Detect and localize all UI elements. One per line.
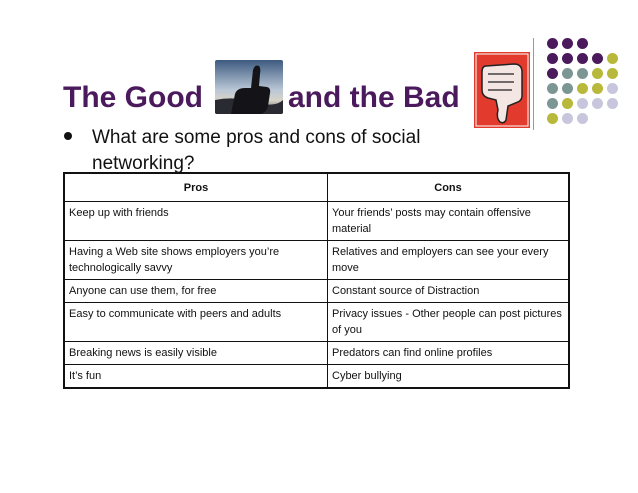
decorative-dot bbox=[547, 38, 558, 49]
decorative-dot bbox=[562, 68, 573, 79]
pro-cell: Easy to communicate with peers and adults bbox=[64, 303, 328, 342]
thumbs-down-icon bbox=[474, 52, 530, 128]
decorative-dot bbox=[547, 98, 558, 109]
pro-cell: Breaking news is easily visible bbox=[64, 342, 328, 365]
decorative-dot bbox=[592, 53, 603, 64]
title-bad: and the Bad bbox=[288, 81, 460, 114]
dot-grid-decoration bbox=[547, 38, 637, 138]
decorative-dot bbox=[607, 83, 618, 94]
con-cell: Privacy issues - Other people can post pictures of you bbox=[328, 303, 570, 342]
decorative-dot bbox=[562, 38, 573, 49]
table-header-row bbox=[64, 173, 569, 202]
decorative-dot bbox=[577, 83, 588, 94]
decorative-dot bbox=[577, 98, 588, 109]
decorative-dot bbox=[547, 113, 558, 124]
pro-cell: Having a Web site shows employers you’re technologically savvy bbox=[64, 241, 328, 280]
decorative-dot bbox=[547, 53, 558, 64]
decorative-dot bbox=[577, 113, 588, 124]
thumbs-up-photo-icon bbox=[215, 60, 283, 114]
decorative-dot bbox=[562, 113, 573, 124]
con-cell: Your friends’ posts may contain offensive material bbox=[328, 202, 570, 241]
table-row bbox=[64, 365, 569, 389]
pro-cell: Keep up with friends bbox=[64, 202, 328, 241]
pros-cons-table bbox=[63, 172, 570, 389]
decorative-dot bbox=[577, 38, 588, 49]
decorative-dot bbox=[547, 68, 558, 79]
header-cons: Cons bbox=[328, 173, 570, 202]
bullet-point-icon bbox=[64, 132, 72, 140]
con-cell: Constant source of Distraction bbox=[328, 280, 570, 303]
bullet-text: What are some pros and cons of social networking? bbox=[92, 127, 421, 174]
decorative-dot bbox=[592, 83, 603, 94]
con-cell: Cyber bullying bbox=[328, 365, 570, 389]
pro-cell: It’s fun bbox=[64, 365, 328, 389]
title-good: The Good bbox=[63, 81, 203, 114]
decorative-dot bbox=[562, 83, 573, 94]
decorative-dot bbox=[577, 53, 588, 64]
pro-cell: Anyone can use them, for free bbox=[64, 280, 328, 303]
decorative-dot bbox=[607, 68, 618, 79]
table-row bbox=[64, 241, 569, 280]
table-row bbox=[64, 202, 569, 241]
con-cell: Relatives and employers can see your every move bbox=[328, 241, 570, 280]
table-row bbox=[64, 303, 569, 342]
decorative-dot bbox=[592, 98, 603, 109]
decorative-dot bbox=[607, 98, 618, 109]
decorative-dot bbox=[607, 53, 618, 64]
decorative-dot bbox=[562, 53, 573, 64]
decorative-dot bbox=[577, 68, 588, 79]
divider-line bbox=[533, 38, 534, 130]
decorative-dot bbox=[547, 83, 558, 94]
decorative-dot bbox=[562, 98, 573, 109]
table-row bbox=[64, 280, 569, 303]
header-pros: Pros bbox=[64, 173, 328, 202]
decorative-dot bbox=[592, 68, 603, 79]
con-cell: Predators can find online profiles bbox=[328, 342, 570, 365]
table-row bbox=[64, 342, 569, 365]
